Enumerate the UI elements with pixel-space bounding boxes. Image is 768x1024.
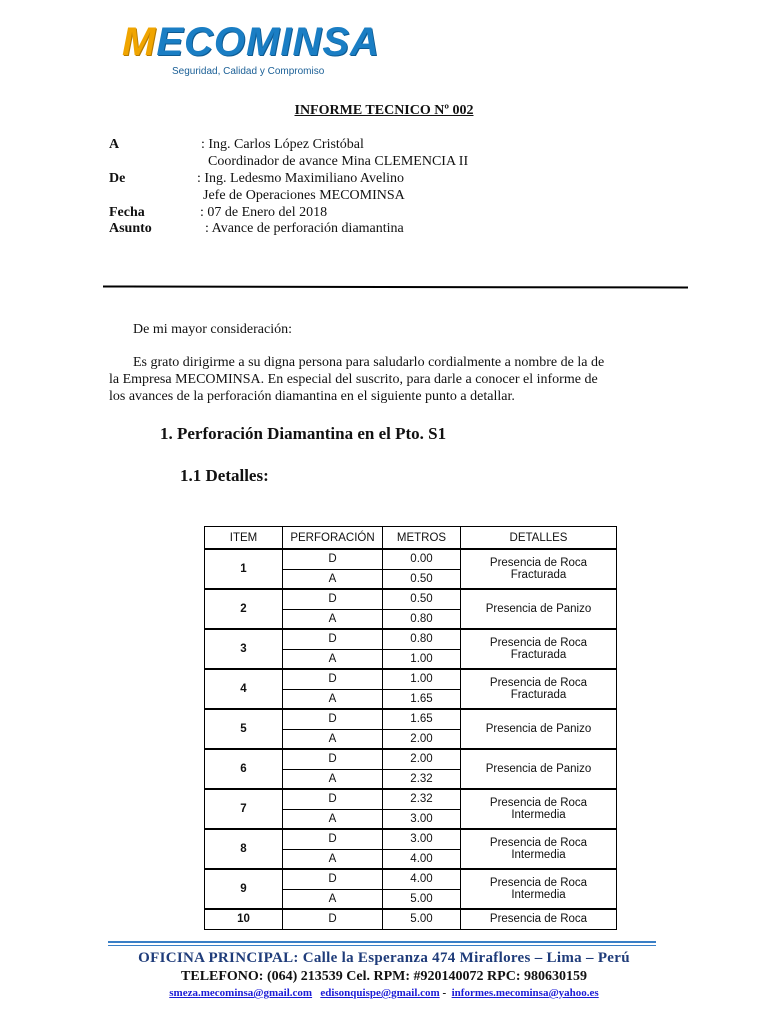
detalle-line-1: Presencia de Roca bbox=[489, 557, 588, 569]
from-role: Jefe de Operaciones MECOMINSA bbox=[203, 188, 405, 203]
detalles-cell bbox=[461, 629, 617, 669]
perforacion-cell: D bbox=[283, 829, 383, 849]
paragraph-line-3: los avances de la perforación diamantina en el siguiente punto a detallar. bbox=[109, 389, 515, 404]
email-link-3[interactable]: informes.mecominsa@yahoo.es bbox=[451, 987, 599, 999]
detalle-line-2: Intermedia bbox=[511, 809, 566, 821]
item-cell: 5 bbox=[205, 709, 283, 749]
date-label: Fecha bbox=[109, 205, 145, 220]
perforacion-cell: D bbox=[283, 589, 383, 609]
table-row bbox=[205, 829, 617, 849]
item-cell: 10 bbox=[205, 909, 283, 929]
detalles-cell: Presencia de Roca bbox=[461, 909, 617, 929]
footer-divider-thin bbox=[108, 945, 656, 946]
metros-cell: 4.00 bbox=[383, 869, 461, 889]
table-row bbox=[205, 669, 617, 689]
metros-cell: 5.00 bbox=[383, 889, 461, 909]
email-link-2[interactable]: edisonquispe@gmail.com bbox=[320, 987, 440, 999]
detalle-line-1: Presencia de Roca bbox=[489, 877, 588, 889]
from-label: De bbox=[109, 171, 126, 186]
detalle-line-1: Presencia de Roca bbox=[489, 797, 588, 809]
metros-cell: 2.00 bbox=[383, 749, 461, 769]
detalles-cell bbox=[461, 549, 617, 589]
metros-cell: 1.65 bbox=[383, 709, 461, 729]
perforacion-cell: A bbox=[283, 729, 383, 749]
perforacion-cell: A bbox=[283, 569, 383, 589]
subject-label: Asunto bbox=[109, 221, 152, 236]
detalle-line-1: Presencia de Roca bbox=[489, 837, 588, 849]
metros-cell: 0.50 bbox=[383, 569, 461, 589]
item-cell: 4 bbox=[205, 669, 283, 709]
perforacion-cell: A bbox=[283, 769, 383, 789]
perforacion-cell: A bbox=[283, 809, 383, 829]
email-link-1[interactable]: smeza.mecominsa@gmail.com bbox=[169, 987, 313, 999]
header-item: ITEM bbox=[205, 527, 283, 550]
detalle-line-1: Presencia de Roca bbox=[489, 677, 588, 689]
metros-cell: 0.00 bbox=[383, 549, 461, 569]
table-row bbox=[205, 589, 617, 609]
perforacion-cell: D bbox=[283, 629, 383, 649]
from-name: : Ing. Ledesmo Maximiliano Avelino bbox=[197, 171, 404, 186]
paragraph-line-1: Es grato dirigirme a su digna persona para saludarlo cordialmente a nombre de la de bbox=[133, 355, 605, 370]
paragraph-line-2: la Empresa MECOMINSA. En especial del suscrito, para darle a conocer el informe de bbox=[109, 372, 598, 387]
metros-cell: 2.32 bbox=[383, 789, 461, 809]
subsection-heading: 1.1 Detalles: bbox=[180, 466, 269, 485]
detalle-line-2: Fracturada bbox=[510, 689, 567, 701]
table-row bbox=[205, 709, 617, 729]
footer-phones: TELEFONO: (064) 213539 Cel. RPM: #920140072 RPC: 980630159 bbox=[181, 969, 587, 984]
metros-cell: 3.00 bbox=[383, 829, 461, 849]
header-metros: METROS bbox=[383, 527, 461, 550]
perforacion-cell: D bbox=[283, 869, 383, 889]
detalles-cell bbox=[461, 709, 617, 749]
metros-cell: 0.80 bbox=[383, 609, 461, 629]
detalle-line-2: Intermedia bbox=[511, 889, 566, 901]
to-label: A bbox=[109, 137, 120, 152]
table-row bbox=[205, 909, 617, 929]
item-cell: 2 bbox=[205, 589, 283, 629]
greeting: De mi mayor consideración: bbox=[133, 322, 293, 337]
to-role: Coordinador de avance Mina CLEMENCIA II bbox=[208, 154, 469, 169]
perforacion-cell: D bbox=[283, 669, 383, 689]
detalle-line-2: Fracturada bbox=[510, 649, 567, 661]
table-row bbox=[205, 789, 617, 809]
table-row bbox=[205, 749, 617, 769]
perforacion-cell: D bbox=[283, 749, 383, 769]
metros-cell: 3.00 bbox=[383, 809, 461, 829]
item-cell: 7 bbox=[205, 789, 283, 829]
footer-office-address: OFICINA PRINCIPAL: Calle la Esperanza 474 Miraflores – Lima – Perú bbox=[138, 950, 630, 966]
metros-cell: 0.80 bbox=[383, 629, 461, 649]
subject-value: : Avance de perforación diamantina bbox=[205, 221, 404, 236]
company-logo bbox=[122, 14, 380, 84]
footer-divider-thick bbox=[108, 941, 656, 943]
perforacion-cell: D bbox=[283, 549, 383, 569]
perforacion-cell: A bbox=[283, 649, 383, 669]
logo-tagline: Seguridad, Calidad y Compromiso bbox=[172, 66, 325, 77]
item-cell: 9 bbox=[205, 869, 283, 909]
detalle-line-1: Presencia de Panizo bbox=[485, 763, 592, 775]
detalles-cell bbox=[461, 869, 617, 909]
detalles-cell bbox=[461, 669, 617, 709]
perforacion-cell: A bbox=[283, 849, 383, 869]
perforacion-cell: D bbox=[283, 789, 383, 809]
metros-cell: 1.00 bbox=[383, 669, 461, 689]
date-value: : 07 de Enero del 2018 bbox=[200, 205, 328, 220]
item-cell: 3 bbox=[205, 629, 283, 669]
to-name: : Ing. Carlos López Cristóbal bbox=[201, 137, 364, 152]
item-cell: 1 bbox=[205, 549, 283, 589]
detalles-cell bbox=[461, 749, 617, 789]
perforacion-cell: A bbox=[283, 889, 383, 909]
table-row bbox=[205, 869, 617, 889]
metros-cell: 2.32 bbox=[383, 769, 461, 789]
item-cell: 8 bbox=[205, 829, 283, 869]
metros-cell: 1.00 bbox=[383, 649, 461, 669]
metros-cell: 4.00 bbox=[383, 849, 461, 869]
table-row bbox=[205, 549, 617, 569]
detalles-cell bbox=[461, 789, 617, 829]
detalle-line-2: Fracturada bbox=[510, 569, 567, 581]
header-detalles: DETALLES bbox=[461, 527, 617, 550]
detalle-line-2: Intermedia bbox=[511, 849, 566, 861]
table-row bbox=[205, 629, 617, 649]
header-perforacion: PERFORACIÓN bbox=[283, 527, 383, 550]
email-separator: - bbox=[442, 987, 447, 999]
section-heading: 1. Perforación Diamantina en el Pto. S1 bbox=[160, 424, 447, 443]
header-divider bbox=[103, 285, 688, 288]
item-cell: 6 bbox=[205, 749, 283, 789]
perforacion-cell: A bbox=[283, 689, 383, 709]
metros-cell: 5.00 bbox=[383, 909, 461, 929]
perforacion-cell: D bbox=[283, 909, 383, 929]
perforacion-cell: A bbox=[283, 609, 383, 629]
footer-emails bbox=[0, 987, 768, 999]
perforacion-cell: D bbox=[283, 709, 383, 729]
detalle-line-1: Presencia de Panizo bbox=[485, 603, 592, 615]
report-title: INFORME TECNICO Nº 002 bbox=[294, 103, 474, 118]
detalle-line-1: Presencia de Panizo bbox=[485, 723, 592, 735]
logo-wordmark: MECOMINSA bbox=[122, 20, 380, 64]
drilling-details-table bbox=[204, 526, 617, 930]
detalle-line-1: Presencia de Roca bbox=[489, 637, 588, 649]
detalles-cell bbox=[461, 829, 617, 869]
table-header-row bbox=[205, 527, 617, 550]
metros-cell: 0.50 bbox=[383, 589, 461, 609]
metros-cell: 1.65 bbox=[383, 689, 461, 709]
metros-cell: 2.00 bbox=[383, 729, 461, 749]
detalles-cell bbox=[461, 589, 617, 629]
